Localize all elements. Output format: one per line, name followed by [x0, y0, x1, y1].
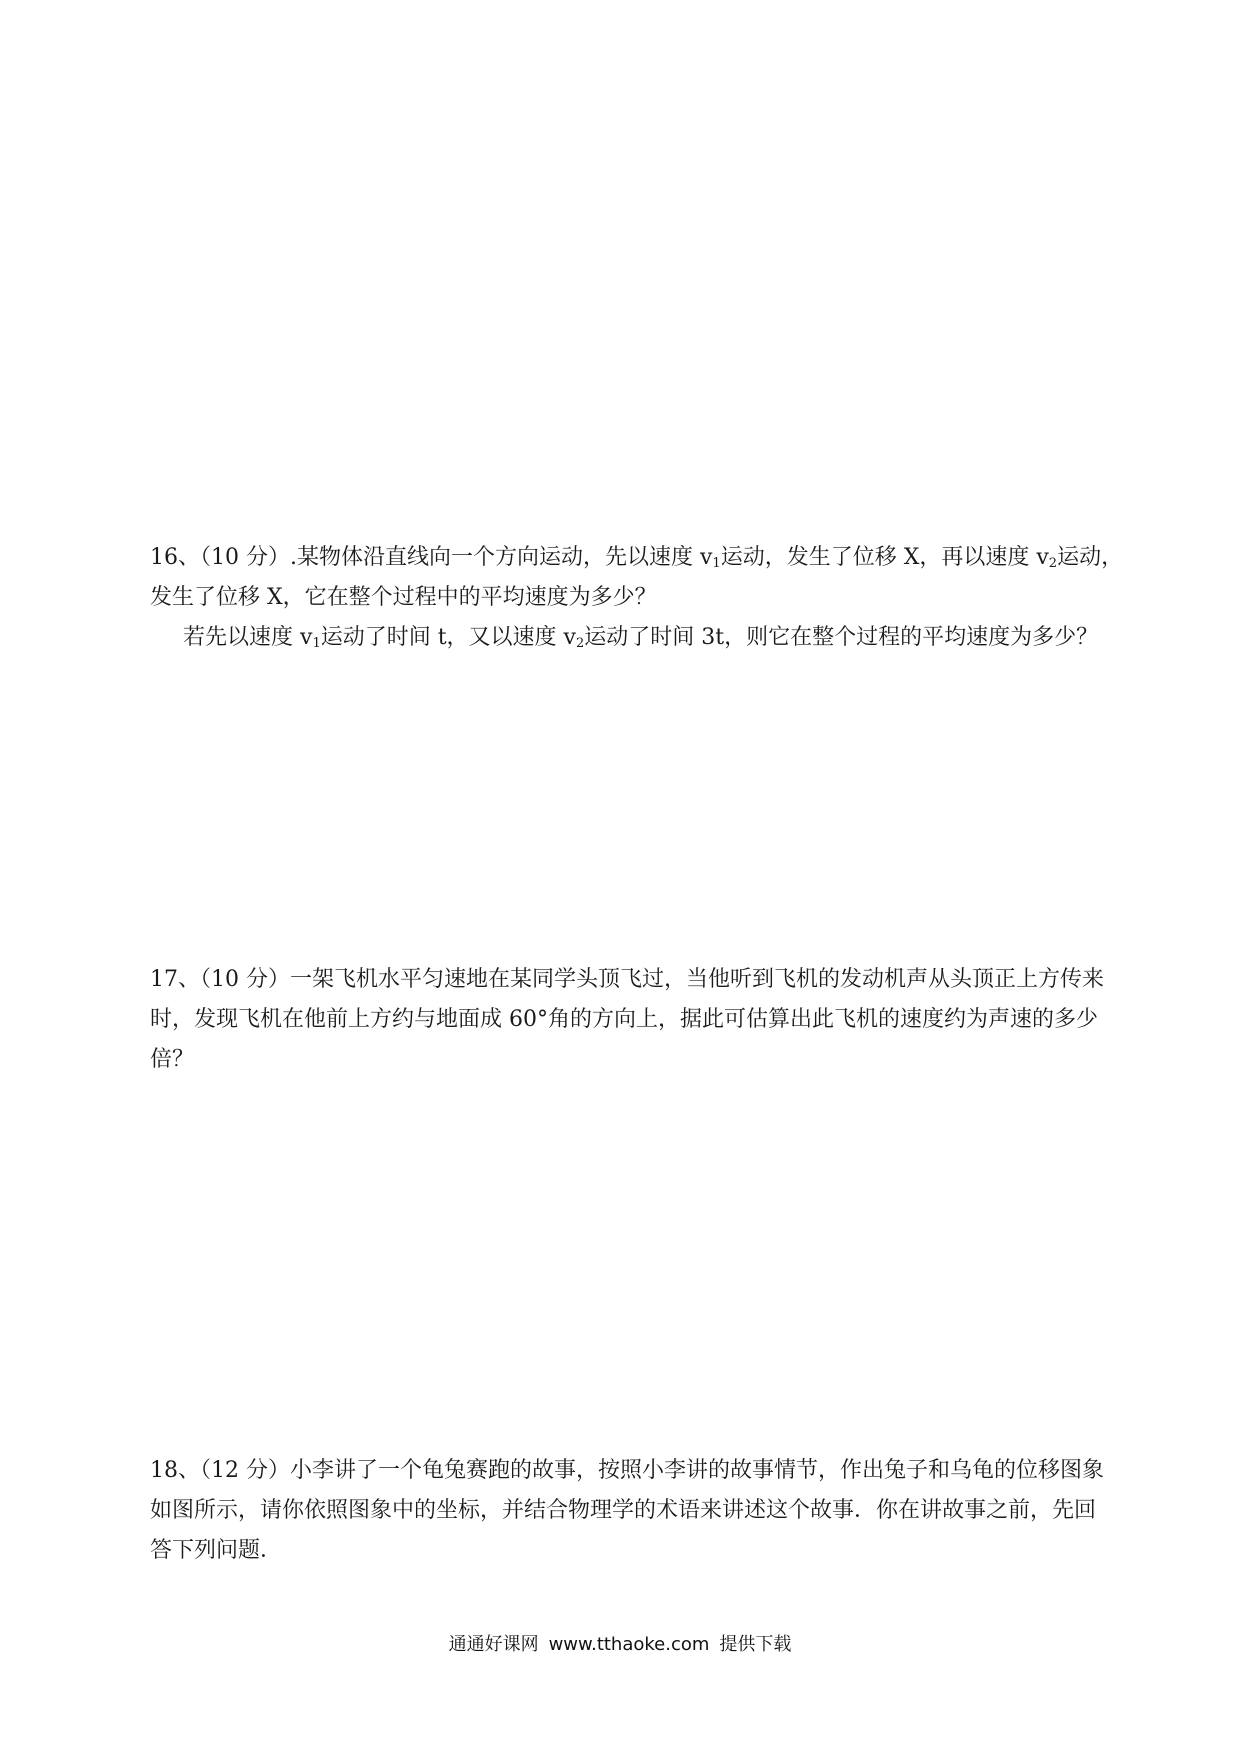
- question-score: （10 分）: [200, 545, 290, 570]
- question-17-line-1: [150, 960, 1105, 1000]
- question-text: 一架飞机水平匀速地在某同学头顶飞过，当他听到飞机的发动机声从头顶正上方传来: [290, 967, 1105, 992]
- question-16-line-1: [150, 538, 1124, 578]
- question-18-line-3: 答下列问题．: [150, 1538, 283, 1563]
- question-16: [150, 538, 1124, 658]
- subscript: 2: [575, 636, 585, 651]
- subscript: 1: [312, 636, 321, 651]
- question-17-line-2: 时，发现飞机在他前上方约与地面成 60°角的方向上，据此可估算出此飞机的速度约为声速的多少: [150, 1007, 1098, 1032]
- question-17-line-3: 倍？: [150, 1047, 195, 1072]
- footer-suffix: 提供下载: [719, 1634, 792, 1655]
- question-score: （10 分）: [200, 967, 290, 992]
- question-text: 小李讲了一个龟兔赛跑的故事，按照小李讲的故事情节，作出兔子和乌龟的位移图象: [290, 1458, 1105, 1483]
- question-16-line-2: 发生了位移 X，它在整个过程中的平均速度为多少？: [150, 585, 657, 610]
- question-text: 运动，发生了位移 X，再以速度 v: [720, 545, 1049, 570]
- question-text: 若先以速度 v: [183, 625, 313, 650]
- page-footer: [0, 1630, 1240, 1656]
- question-text: 运动，: [1057, 545, 1124, 570]
- question-18-line-2: 如图所示，请你依照图象中的坐标，并结合物理学的术语来讲述这个故事．你在讲故事之前，先回: [150, 1498, 1097, 1523]
- question-number: 16、: [150, 545, 200, 570]
- question-text: .某物体沿直线向一个方向运动，先以速度 v: [290, 545, 713, 570]
- footer-url: www.tthaoke.com: [548, 1634, 710, 1655]
- footer-site-name: 通通好课网: [448, 1634, 539, 1655]
- question-number: 18、: [150, 1458, 200, 1483]
- question-16-line-3: [150, 618, 1100, 658]
- question-18: [150, 1451, 1105, 1571]
- question-text: 运动了时间 t，又以速度 v: [320, 625, 576, 650]
- question-score: （12 分）: [200, 1458, 290, 1483]
- question-18-line-1: [150, 1451, 1105, 1491]
- question-number: 17、: [150, 967, 200, 992]
- question-text: 运动了时间 3t，则它在整个过程的平均速度为多少？: [584, 625, 1099, 650]
- subscript: 1: [712, 556, 721, 571]
- question-17: [150, 960, 1105, 1080]
- subscript: 2: [1048, 556, 1058, 571]
